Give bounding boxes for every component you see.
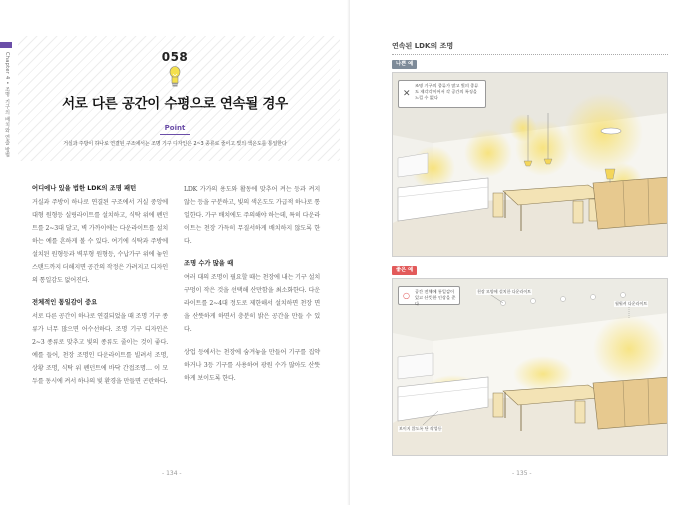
subheading: 어디에나 있을 법한 LDK의 조명 패턴 xyxy=(32,185,137,192)
callout-wallwasher: 월워셔 다운라이트 xyxy=(615,301,648,306)
bad-example-tag: 나쁜 예 xyxy=(392,60,417,69)
light-bulb-icon xyxy=(168,66,182,88)
x-mark-icon: ✕ xyxy=(403,89,411,99)
section-title: 서로 다른 공간이 수평으로 연속될 경우 xyxy=(62,96,288,112)
bad-note-text: 조명 기구의 종류가 많고 빛의 종류도 제각각이어서 각 공간의 특징을 느낄 수 없다 xyxy=(415,83,479,100)
subheading: 조명 수가 많을 때 xyxy=(184,260,234,267)
bad-example-note xyxy=(398,80,486,108)
figure-title: 연속된 LDK의 조명 xyxy=(392,42,454,50)
page-number-right: - 135 - xyxy=(512,470,532,477)
paragraph: 서로 다른 공간이 하나로 연결되었을 때 조명 기구 종류가 너무 많으면 어수선하다. 조명 기구 디자인은 2~3 종류로 맞추고 빛의 종류도 줄이는 것이 좋다. 예를 들어, 천장 조명인 다운라이트를 빌려서 조명, 상황 조명, 식탁 위 펜던트에 바닥 간접조명… 이 모두를 동시에 켜서 하나의 빛 환경을 만들면 곤란하다. xyxy=(32,313,168,385)
point-label: Point xyxy=(164,124,186,132)
point-summary: 거실과 주방이 하나로 연결된 구조에서는 조명 기구 디자인은 2~3 종류로 줄이고 빛의 색온도를 통일한다 xyxy=(63,141,287,147)
good-example-tag: 좋은 예 xyxy=(392,266,417,275)
paragraph: 상업 등에서는 천장에 숨겨놓을 만들어 기구를 집약하거나 3등 기구를 사용하여 광원 수가 많아도 산뜻하게 보이도록 한다. xyxy=(184,349,320,382)
circle-mark-icon: ○ xyxy=(403,290,410,300)
body-column-2 xyxy=(184,183,320,395)
body-column-1 xyxy=(32,183,168,398)
callout-work-light: 보이지 않도록 단 작업등 xyxy=(399,426,442,431)
paragraph: LDK 가가의 용도와 활동에 맞추어 켜는 등과 켜지 않는 등을 구분하고, 빛의 색온도도 가급적 하나로 통일한다. 가구 배치에도 주의해야 하는데, 특히 다운라이트는 천장 가득히 무질서하게 배치하지 않도록 한다. xyxy=(184,186,320,245)
callout-downlight: 천장 모양에 설치한 다운라이트 xyxy=(477,289,532,294)
paragraph: 거실과 주방이 하나로 연결된 구조에서 거실 중앙에 대형 원형등 실링라이트를 설치하고, 식탁 위에 펜던트를 2~3대 달고, 벽 가까이에는 다운라이트를 설치하는 예를 흔하게 볼 수 있다. 여기에 식탁과 주방에 설치된 원형등과 벽부형 원형등, 수납가구 위에 놓인 스탠드까지 더해지면 공간의 작정은 가려지고 디자인의 통일감도 없어진다. xyxy=(32,199,168,284)
section-number: 058 xyxy=(161,50,189,64)
subheading: 전체적인 통일감이 중요 xyxy=(32,299,98,306)
page-number-left: - 134 - xyxy=(162,470,182,477)
paragraph: 여러 대의 조명이 필요할 때는 천장에 내는 기구 설치 구멍이 작은 것을 선택해 산만함을 최소화한다. 다운라이트를 2~4대 정도로 제한해서 설치하면 천장 면을 산뜻하게 하면서 충분히 밝은 공간을 만들 수 있다. xyxy=(184,274,320,333)
chapter-tab-marker xyxy=(0,42,12,48)
chapter-tab-text: Chapter 4 • 조명 기구의 배치와 연출 방법 xyxy=(4,52,10,158)
point-underline xyxy=(160,134,190,135)
good-note-text: 공간 전체에 통일감이 있고 산뜻한 인상을 준다 xyxy=(415,289,456,306)
good-example-note xyxy=(398,286,460,305)
figure-title-rule xyxy=(392,54,668,55)
